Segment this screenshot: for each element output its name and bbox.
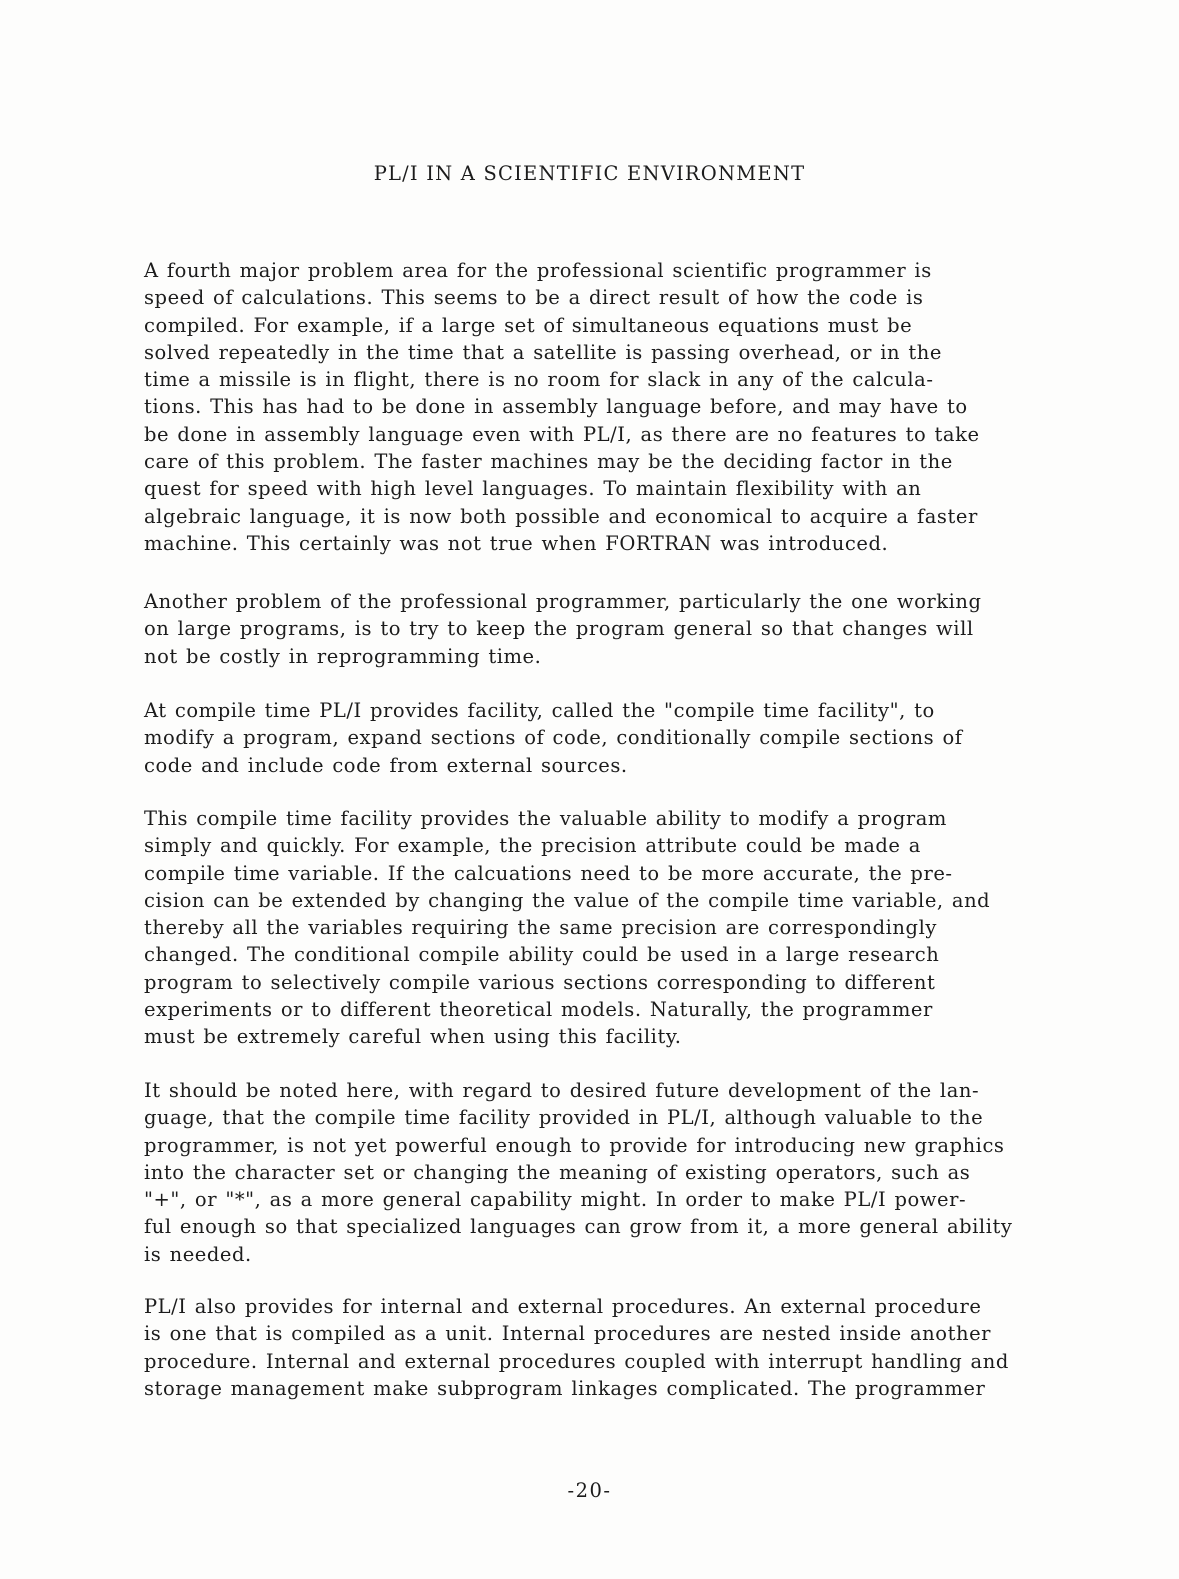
- paragraph-line: PL/I also provides for internal and external procedures. An external procedure: [144, 1295, 982, 1318]
- paragraph-compile-time-ability: [144, 805, 990, 1051]
- paragraph-line: procedure. Internal and external procedures coupled with interrupt handling and: [144, 1349, 1009, 1373]
- paragraph-line: thereby all the variables requiring the same precision are correspondingly: [144, 916, 937, 940]
- paragraph-line: storage management make subprogram linkages complicated. The programmer: [144, 1376, 986, 1400]
- paragraph-line: At compile time PL/I provides facility, called the "compile time facility", to: [144, 699, 935, 722]
- paragraph-compile-time-facility: [144, 697, 963, 779]
- paragraph-line: be done in assembly language even with PL/I, as there are no features to take: [144, 422, 980, 446]
- paragraph-line: This compile time facility provides the valuable ability to modify a program: [144, 807, 947, 830]
- paragraph-line: It should be noted here, with regard to desired future development of the lan-: [144, 1079, 980, 1102]
- paragraph-line: guage, that the compile time facility provided in PL/I, although valuable to the: [144, 1106, 984, 1130]
- page-number: -20-: [567, 1479, 612, 1502]
- paragraph-line: time a missile is in flight, there is no room for slack in any of the calcula-: [144, 368, 934, 392]
- paragraph-line: compile time variable. If the calcuations need to be more accurate, the pre-: [144, 861, 953, 885]
- paragraph-line: cision can be extended by changing the value of the compile time variable, and: [144, 888, 991, 912]
- paragraph-future-development: [144, 1077, 1012, 1268]
- paragraph-line: Another problem of the professional programmer, particularly the one working: [144, 590, 982, 613]
- paragraph-line: A fourth major problem area for the professional scientific programmer is: [144, 259, 932, 282]
- paragraph-speed-of-calculations: [144, 257, 980, 557]
- paragraph-line: machine. This certainly was not true when FORTRAN was introduced.: [144, 531, 889, 555]
- paragraph-line: compiled. For example, if a large set of simultaneous equations must be: [144, 313, 913, 337]
- paragraph-line: "+", or "*", as a more general capability might. In order to make PL/I power-: [144, 1188, 967, 1212]
- paragraph-line: is one that is compiled as a unit. Internal procedures are nested inside another: [144, 1322, 992, 1346]
- paragraph-line: program to selectively compile various sections corresponding to different: [144, 970, 936, 994]
- paragraph-line: is needed.: [144, 1242, 252, 1266]
- paragraph-line: ful enough so that specialized languages can grow from it, a more general ability: [144, 1215, 1013, 1239]
- paragraph-line: into the character set or changing the meaning of existing operators, such as: [144, 1160, 971, 1184]
- paragraph-line: changed. The conditional compile ability could be used in a large research: [144, 943, 940, 967]
- paragraph-program-generality: [144, 588, 982, 670]
- paragraph-line: on large programs, is to try to keep the program general so that changes will: [144, 617, 974, 641]
- paragraph-procedures: [144, 1293, 1009, 1402]
- paragraph-line: programmer, is not yet powerful enough to provide for introducing new graphics: [144, 1133, 1005, 1157]
- paragraph-line: not be costly in reprogramming time.: [144, 644, 542, 668]
- paragraph-line: speed of calculations. This seems to be a direct result of how the code is: [144, 286, 924, 310]
- paragraph-line: algebraic language, it is now both possible and economical to acquire a faster: [144, 504, 978, 528]
- page-title: PL/I IN A SCIENTIFIC ENVIRONMENT: [373, 162, 806, 185]
- paragraph-line: simply and quickly. For example, the precision attribute could be made a: [144, 834, 921, 858]
- paragraph-line: solved repeatedly in the time that a satellite is passing overhead, or in the: [144, 340, 942, 364]
- paragraph-line: modify a program, expand sections of code, conditionally compile sections of: [144, 726, 963, 750]
- paragraph-line: care of this problem. The faster machines may be the deciding factor in the: [144, 450, 953, 474]
- paragraph-line: tions. This has had to be done in assembly language before, and may have to: [144, 395, 968, 419]
- paragraph-line: quest for speed with high level languages. To maintain flexibility with an: [144, 477, 922, 501]
- paragraph-line: code and include code from external sources.: [144, 753, 628, 777]
- paragraph-line: must be extremely careful when using this facility.: [144, 1025, 682, 1049]
- paragraph-line: experiments or to different theoretical models. Naturally, the programmer: [144, 998, 933, 1022]
